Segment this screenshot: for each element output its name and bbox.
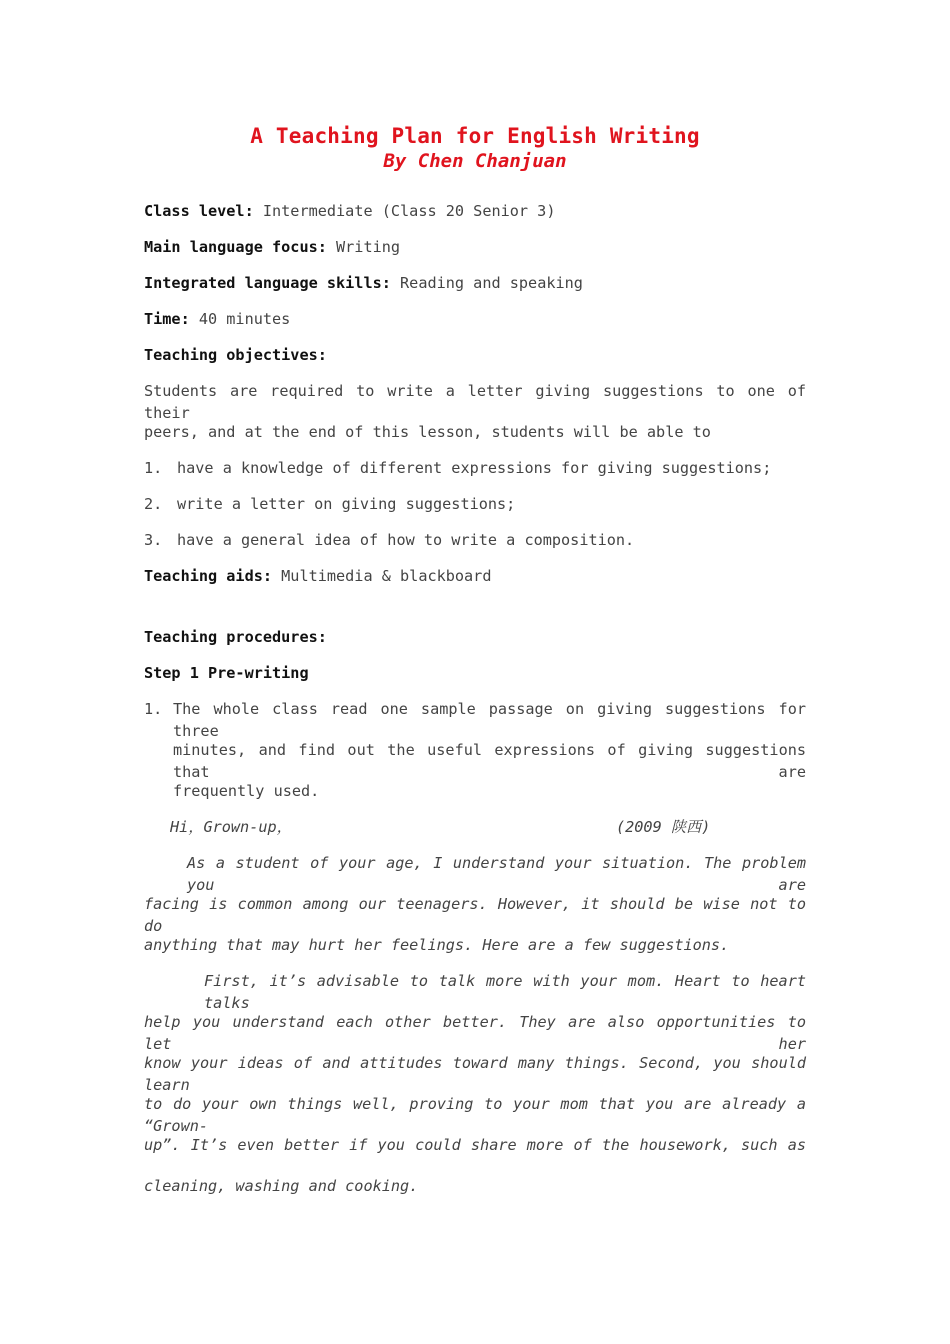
sample-line: up”. It’s even better if you could share more of the housework, such as (144, 1136, 806, 1154)
focus-label: Main language focus: (144, 238, 327, 256)
focus-row (144, 236, 806, 258)
sample-line: As a student of your age, I understand your situation. The problem you are (187, 854, 806, 894)
sample-line: help you understand each other better. They are also opportunities to let her (144, 1013, 806, 1053)
objectives-heading: Teaching objectives: (144, 346, 327, 364)
objectives-intro-line: peers, and at the end of this lesson, students will be able to (144, 423, 711, 441)
aids-value: Multimedia & blackboard (272, 567, 492, 585)
aids-row (144, 565, 806, 587)
objective-number: 2. (144, 495, 163, 513)
class-level-label: Class level: (144, 202, 254, 220)
step1-heading: Step 1 Pre-writing (144, 664, 309, 682)
objectives-intro-line: Students are required to write a letter giving suggestions to one of their (144, 382, 806, 422)
time-label: Time: (144, 310, 190, 328)
objective-text: have a knowledge of different expressions for giving suggestions; (177, 459, 772, 477)
step1-item-line: The whole class read one sample passage on giving suggestions for three (173, 700, 806, 740)
sample-line: First, it’s advisable to talk more with your mom. Heart to heart talks (204, 972, 806, 1012)
focus-value: Writing (326, 238, 401, 256)
procedures-heading: Teaching procedures: (144, 628, 327, 646)
step1-item-line: frequently used. (173, 782, 320, 800)
objective-item (144, 457, 806, 479)
objective-number: 3. (144, 531, 163, 549)
sample-line: facing is common among our teenagers. However, it should be wise not to do (144, 895, 806, 935)
class-level-value: Intermediate (Class 20 Senior 3) (253, 202, 556, 220)
sample-line: to do your own things well, proving to your mom that you are already a “Grown- (144, 1095, 806, 1135)
objective-text: write a letter on giving suggestions; (177, 495, 516, 513)
aids-label: Teaching aids: (144, 567, 273, 585)
objective-item (144, 529, 806, 551)
objective-item (144, 493, 806, 515)
sample-salutation: Hi，Grown-up， (170, 818, 292, 836)
skills-row (144, 272, 806, 294)
class-level-row (144, 200, 806, 222)
sample-line: cleaning, washing and cooking. (144, 1177, 419, 1195)
time-row (144, 308, 806, 330)
skills-value: Reading and speaking (390, 274, 583, 292)
sample-line: know your ideas of and attitudes toward many things. Second, you should learn (144, 1054, 806, 1094)
sample-line: anything that may hurt her feelings. Here are a few suggestions. (144, 936, 730, 954)
sample-source: (2009 陕西) (616, 818, 711, 836)
author-line: By Chen Chanjuan (383, 150, 567, 172)
skills-label: Integrated language skills: (144, 274, 391, 292)
step1-item-number: 1. (144, 700, 163, 718)
document-title: A Teaching Plan for English Writing (250, 124, 700, 148)
objective-text: have a general idea of how to write a composition. (177, 531, 635, 549)
objective-number: 1. (144, 459, 163, 477)
time-value: 40 minutes (189, 310, 291, 328)
step1-item-line: minutes, and find out the useful expressions of giving suggestions that are (173, 741, 806, 781)
